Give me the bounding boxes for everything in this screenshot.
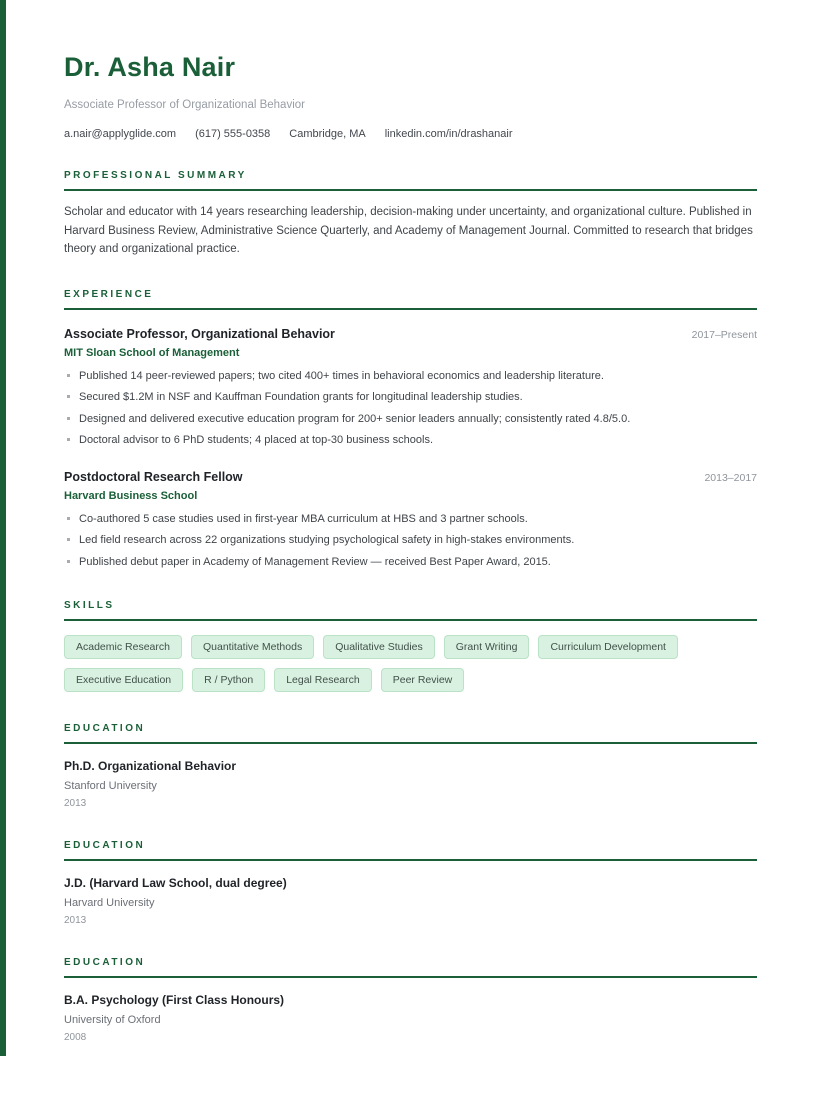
contact-row: [64, 128, 757, 140]
summary-text: Scholar and educator with 14 years researching leadership, decision-making under uncertainty, and organizational culture. Published in Harvard Business Review, Administrative Science Quarterly, and Academy of Management Journal. Committed to research that bridges theory and organizational practice.: [64, 206, 753, 256]
education-school: Stanford University: [64, 780, 157, 793]
job-bullet: Published debut paper in Academy of Management Review — received Best Paper Award, 2015.: [64, 554, 757, 571]
contact-item: linkedin.com/in/drashanair: [384, 128, 513, 140]
job-bullet: Secured $1.2M in NSF and Kauffman Foundation grants for longitudinal leadership studies.: [64, 389, 757, 406]
section-education: [64, 957, 757, 1043]
job-bullet: Published 14 peer-reviewed papers; two cited 400+ times in behavioral economics and leadership literature.: [64, 368, 757, 385]
left-accent-bar: [0, 0, 6, 1056]
job-bullet: Co-authored 5 case studies used in first-year MBA curriculum at HBS and 3 partner schools.: [64, 511, 757, 528]
job-bullet: Designed and delivered executive education program for 200+ senior leaders annually; consistently rated 4.8/5.0.: [64, 411, 757, 428]
resume-header: [64, 52, 757, 140]
section-heading-education: EDUCATION: [64, 840, 757, 861]
education-year: 2008: [64, 1032, 87, 1044]
education-year: 2013: [64, 915, 87, 927]
contact-item: a.nair@applyglide.com: [64, 128, 177, 140]
education-degree: Ph.D. Organizational Behavior: [64, 759, 237, 774]
job-entry: [64, 327, 757, 449]
section-heading-summary: PROFESSIONAL SUMMARY: [64, 170, 757, 191]
section-education: [64, 840, 757, 926]
education-year: 2013: [64, 798, 87, 810]
skills-list: [64, 635, 757, 692]
jobs-list: [64, 327, 757, 571]
person-title: Associate Professor of Organizational Behavior: [64, 99, 305, 111]
education-degree: B.A. Psychology (First Class Honours): [64, 993, 285, 1008]
section-heading-experience: EXPERIENCE: [64, 289, 757, 310]
skill-chip: Grant Writing: [444, 635, 530, 659]
section-skills: [64, 600, 757, 692]
job-title: Associate Professor, Organizational Behavior: [64, 326, 335, 341]
job-company: MIT Sloan School of Management: [64, 346, 240, 359]
education-school: University of Oxford: [64, 1014, 161, 1027]
contact-item: Cambridge, MA: [289, 128, 366, 140]
section-heading-education: EDUCATION: [64, 723, 757, 744]
job-bullet: Doctoral advisor to 6 PhD students; 4 placed at top-30 business schools.: [64, 432, 757, 449]
section-professional-summary: [64, 170, 757, 259]
section-heading-skills: SKILLS: [64, 600, 757, 621]
job-company: Harvard Business School: [64, 489, 198, 502]
education-sections: [64, 723, 757, 1043]
job-bullet: Led field research across 22 organizations studying psychological safety in high-stakes environments.: [64, 532, 757, 549]
education-degree: J.D. (Harvard Law School, dual degree): [64, 876, 287, 891]
skill-chip: R / Python: [192, 668, 265, 692]
contact-item: (617) 555-0358: [195, 128, 271, 140]
skill-chip: Quantitative Methods: [191, 635, 314, 659]
skill-chip: Academic Research: [64, 635, 182, 659]
job-entry: [64, 470, 757, 571]
skill-chip: Curriculum Development: [538, 635, 678, 659]
section-education: [64, 723, 757, 809]
person-name: Dr. Asha Nair: [64, 52, 236, 82]
skill-chip: Legal Research: [274, 668, 372, 692]
job-header: [64, 327, 757, 341]
skill-chip: Executive Education: [64, 668, 183, 692]
section-experience: [64, 289, 757, 571]
skill-chip: Qualitative Studies: [323, 635, 435, 659]
job-dates: 2017–Present: [691, 328, 757, 341]
job-bullets: [64, 368, 757, 449]
skill-chip: Peer Review: [381, 668, 465, 692]
job-header: [64, 470, 757, 484]
job-dates: 2013–2017: [704, 471, 757, 484]
education-school: Harvard University: [64, 897, 155, 910]
job-title: Postdoctoral Research Fellow: [64, 469, 243, 484]
section-heading-education: EDUCATION: [64, 957, 757, 978]
job-bullets: [64, 511, 757, 571]
